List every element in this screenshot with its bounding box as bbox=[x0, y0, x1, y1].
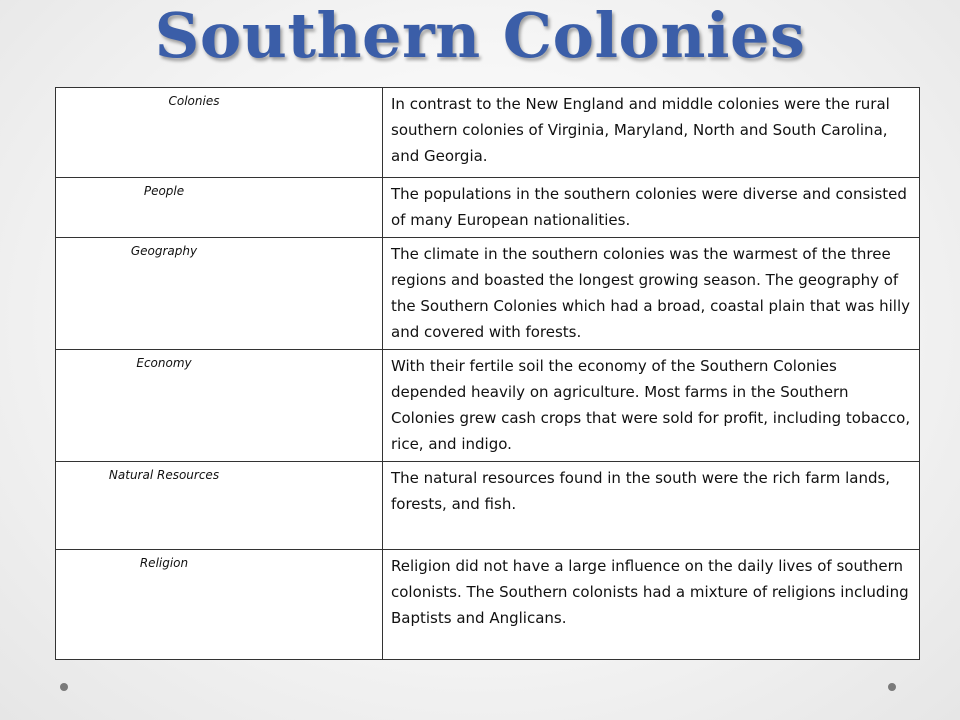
row-text: In contrast to the New England and middle colonies were the rural southern colonies of Virginia, Maryland, North and South Carolina, and Georgia. bbox=[383, 88, 920, 178]
row-label-cell bbox=[56, 462, 383, 550]
decorative-dot-right bbox=[888, 683, 896, 691]
table-row-people bbox=[56, 178, 920, 238]
decorative-dot-left bbox=[60, 683, 68, 691]
table-row-colonies bbox=[56, 88, 920, 178]
table-row-economy bbox=[56, 350, 920, 462]
row-label: Colonies bbox=[168, 94, 220, 108]
row-text: Religion did not have a large influence on the daily lives of southern colonists. The Southern colonists had a mixture of religions including Baptists and Anglicans. bbox=[383, 550, 920, 660]
row-text: The natural resources found in the south were the rich farm lands, forests, and fish. bbox=[383, 462, 920, 550]
row-label: Geography bbox=[130, 244, 198, 258]
row-text: The populations in the southern colonies were diverse and consisted of many European nationalities. bbox=[383, 178, 920, 238]
row-label-cell bbox=[56, 350, 383, 462]
row-label: People bbox=[143, 184, 185, 198]
row-label: Religion bbox=[139, 556, 189, 570]
row-label: Economy bbox=[136, 356, 192, 370]
row-label-cell bbox=[56, 550, 383, 660]
row-label-cell bbox=[56, 238, 383, 350]
row-text: The climate in the southern colonies was the warmest of the three regions and boasted the longest growing season. The geography of the Southern Colonies which had a broad, coastal plain that was hilly and covered with forests. bbox=[383, 238, 920, 350]
colonies-info-table bbox=[55, 87, 920, 660]
table-row-natural-resources bbox=[56, 462, 920, 550]
table-row-geography bbox=[56, 238, 920, 350]
row-label-cell bbox=[56, 178, 383, 238]
row-label: Natural Resources bbox=[108, 468, 220, 482]
row-text: With their fertile soil the economy of the Southern Colonies depended heavily on agriculture. Most farms in the Southern Colonies grew cash crops that were sold for profit, including tobacco, rice, and indigo. bbox=[383, 350, 920, 462]
slide-title: Southern Colonies bbox=[154, 0, 806, 72]
row-label-cell bbox=[56, 88, 383, 178]
table-row-religion bbox=[56, 550, 920, 660]
